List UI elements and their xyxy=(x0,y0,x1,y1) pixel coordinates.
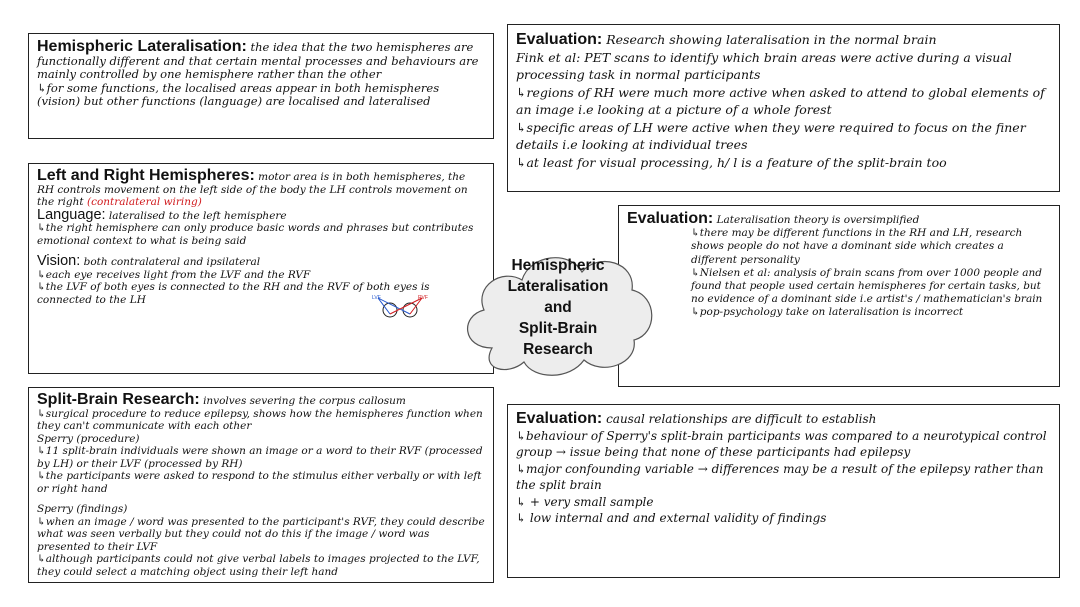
evaluation-box-3 xyxy=(507,404,1060,578)
language-label: Language: xyxy=(37,206,106,223)
evaluation-line: ↳Nielsen et al: analysis of brain scans from over 1000 people and found that people used certain hemispheres for certain tasks, but no evidence of a dominant side i.e artist's / mathematician's brain xyxy=(691,266,1043,306)
left-right-hemispheres-box xyxy=(28,163,494,374)
evaluation-box-2 xyxy=(618,205,1060,387)
evaluation-intro: Lateralisation theory is oversimplified xyxy=(716,214,920,226)
split-brain-line: ↳although participants could not give verbal labels to images projected to the LVF, they could select a matching object using their left hand xyxy=(37,553,480,578)
evaluation-line: ↳major confounding variable → differences may be a result of the epilepsy rather than the split brain xyxy=(516,461,1044,492)
split-brain-heading: Split-Brain Research: xyxy=(37,391,200,408)
rvf-label: RVF xyxy=(418,295,428,301)
contralateral-wiring-note: (contralateral wiring) xyxy=(86,196,202,208)
center-title-line: Research xyxy=(523,341,593,358)
evaluation-line: ↳pop-psychology take on lateralisation is incorrect xyxy=(691,306,964,319)
sperry-findings-label: Sperry (findings) xyxy=(37,503,128,515)
split-brain-line: ↳11 split-brain individuals were shown an image or a word to their RVF (processed by LH) or their LVF (processed by RH) xyxy=(37,445,483,470)
localised-note: ↳for some functions, the localised areas appear in both hemispheres (vision) but other functions (language) are localised and lateralised xyxy=(37,80,440,108)
evaluation-line: ↳at least for visual processing, h/ l is a feature of the split-brain too xyxy=(516,154,947,170)
center-title-line: Lateralisation xyxy=(507,278,609,295)
evaluation-line: ↳ low internal and and external validity of findings xyxy=(516,511,827,525)
center-title-line: Split-Brain xyxy=(518,320,598,337)
definition-text: the idea that the two hemispheres are functionally different and that certain mental processes and behaviours are mainly controlled by one hemisphere rather than the other xyxy=(37,40,479,81)
evaluation-line: ↳regions of RH were much more active when asked to attend to global elements of an image i.e looking at a picture of a whole forest xyxy=(516,84,1045,117)
evaluation-line: ↳there may be different functions in the RH and LH, research shows people do not have a dominant side which creates a different personality xyxy=(691,227,1023,266)
motor-text: motor area is in both hemispheres, the RH controls movement on the left side of the body the LH controls movement on the right xyxy=(37,171,468,208)
evaluation-intro: causal relationships are difficult to establish xyxy=(606,412,877,426)
center-title-line: and xyxy=(544,299,572,316)
split-brain-line: ↳when an image / word was presented to the participant's RVF, they could describe what was seen verbally but they could not do this if the image / word was presented to their LVF xyxy=(37,515,485,553)
evaluation-line: ↳behaviour of Sperry's split-brain participants was compared to a neurotypical control group → issue being that none of these participants had epilepsy xyxy=(516,428,1047,459)
split-brain-line: ↳the participants were asked to respond to the stimulus either verbally or with left or right hand xyxy=(37,470,482,495)
split-brain-research-box xyxy=(28,387,494,583)
eye-visual-field-diagram xyxy=(370,292,430,322)
split-brain-line: ↳surgical procedure to reduce epilepsy, shows how the hemispheres function when they can't communicate with each other xyxy=(37,407,483,432)
evaluation-heading: Evaluation: xyxy=(516,31,603,48)
lvf-label: LVF xyxy=(372,295,381,301)
center-title-line: Hemispheric xyxy=(511,257,605,274)
hemispheric-lateralisation-heading: Hemispheric Lateralisation: xyxy=(37,38,247,55)
split-brain-intro: involves severing the corpus callosum xyxy=(203,395,406,407)
language-note: ↳the right hemisphere can only produce basic words and phrases but contributes emotional context to what is being said xyxy=(37,222,474,247)
vision-text: both contralateral and ipsilateral xyxy=(83,256,261,268)
evaluation-line: ↳ + very small sample xyxy=(516,494,654,509)
vision-note-1: ↳each eye receives light from the LVF and the RVF xyxy=(37,268,311,281)
vision-note-2: ↳the LVF of both eyes is connected to the RH and the RVF of both eyes is connected to the LH xyxy=(37,281,430,306)
evaluation-intro: Research showing lateralisation in the normal brain xyxy=(606,32,937,47)
evaluation-line: Fink et al: PET scans to identify which brain areas were active during a visual processing task in normal participants xyxy=(516,49,1012,82)
evaluation-heading: Evaluation: xyxy=(516,410,603,427)
vision-label: Vision: xyxy=(37,253,81,269)
language-text: lateralised to the left hemisphere xyxy=(108,209,287,222)
sperry-procedure-label: Sperry (procedure) xyxy=(37,432,140,445)
evaluation-heading: Evaluation: xyxy=(627,210,714,227)
left-right-heading: Left and Right Hemispheres: xyxy=(37,167,255,184)
hemispheric-lateralisation-box xyxy=(28,33,494,139)
center-title xyxy=(452,255,664,360)
evaluation-box-1 xyxy=(507,24,1060,192)
evaluation-line: ↳specific areas of LH were active when they were required to focus on the finer details i.e looking at individual trees xyxy=(516,119,1026,152)
